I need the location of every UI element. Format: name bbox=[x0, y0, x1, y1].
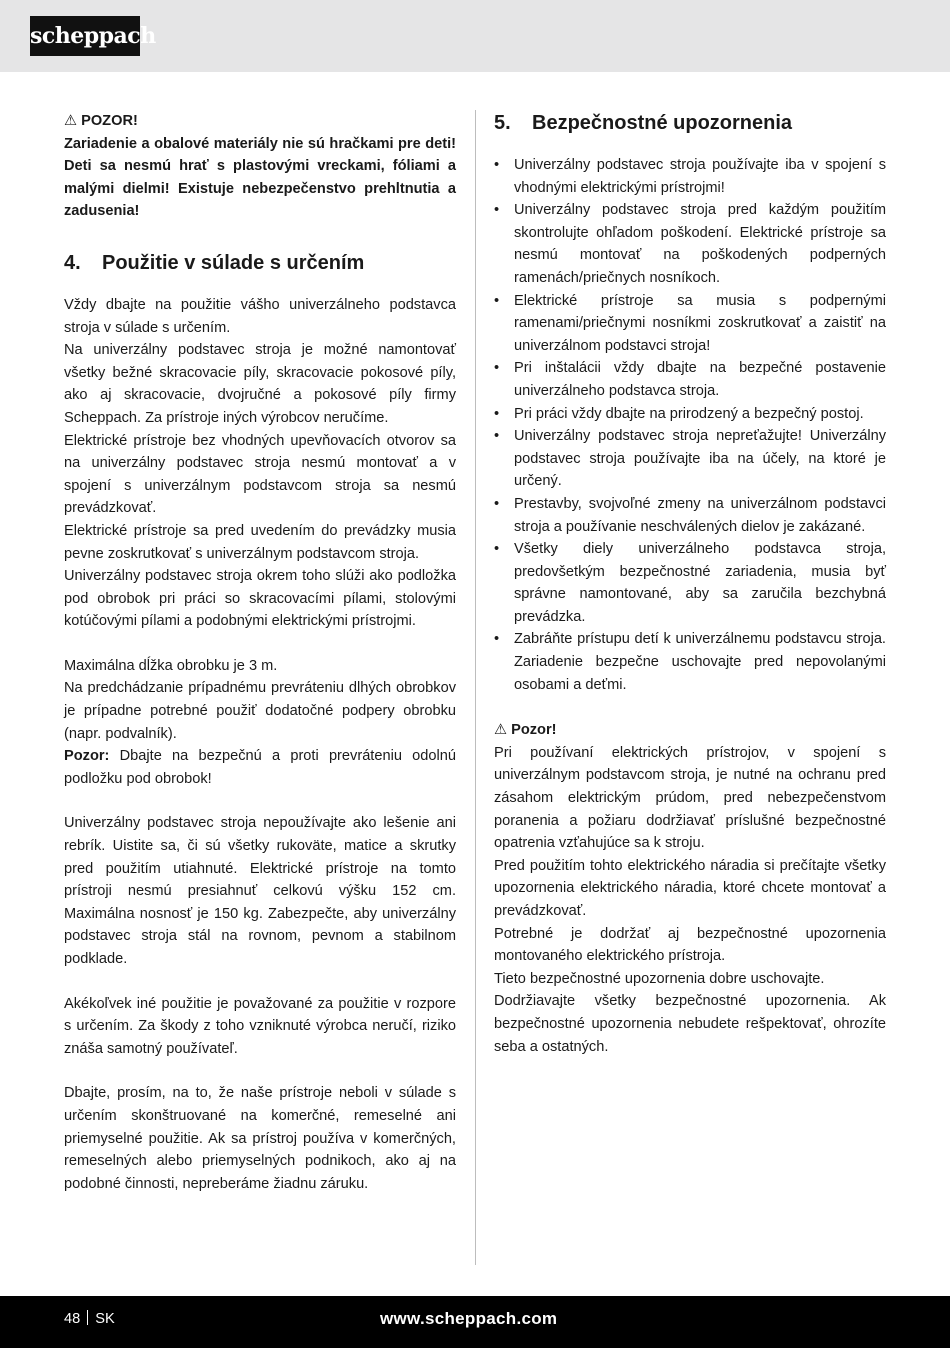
list-item: • Všetky diely univerzálneho podstavca stroja, predovšetkým bezpečnostné zariadenia, musia byť správne namontované, aby sa zaručila bezchybná prevádzka. bbox=[494, 538, 886, 628]
safety-list bbox=[494, 154, 886, 696]
paragraph: Univerzálny podstavec stroja okrem toho slúži ako podložka pod obrobok pri práci so skracovacími pílami, stolovými kotúčovými pílami a podobnými elektrickými prístrojmi. bbox=[64, 568, 456, 630]
section-title: Použitie v súlade s určením bbox=[102, 251, 365, 274]
left-column bbox=[64, 110, 456, 1195]
max-length-note: Maximálna dĺžka obrobku je 3 m. bbox=[64, 657, 278, 674]
bullet-icon: • bbox=[494, 428, 500, 445]
paragraph: Elektrické prístroje bez vhodných upevňovacích otvorov sa na univerzálny podstavec stroja nesmú montovať a v spojení s univerzálnym podstavcom stroja sa nesmú prevádzkovať. bbox=[64, 432, 456, 517]
list-item: • Univerzálny podstavec stroja používajte iba v spojení s vhodnými elektrickými prístrojmi! bbox=[494, 154, 886, 199]
bullet-icon: • bbox=[494, 360, 500, 377]
bullet-icon: • bbox=[494, 157, 500, 173]
warning-triangle-icon: ⚠ bbox=[494, 722, 508, 739]
section-4-heading bbox=[64, 250, 456, 276]
page-number: 48 SK bbox=[64, 1311, 115, 1327]
paragraph: Pred použitím tohto elektrického náradia si prečítajte všetky upozornenia elektrického náradia, ktoré chcete montovať a prevádzkovať. bbox=[494, 857, 886, 919]
caution-label: Pozor: bbox=[64, 748, 110, 765]
paragraph: Tieto bezpečnostné upozornenia dobre uschovajte. bbox=[494, 970, 825, 987]
paragraph: Potrebné je dodržať aj bezpečnostné upozornenia montovaného elektrického prístroja. bbox=[494, 925, 886, 965]
bullet-icon: • bbox=[494, 541, 500, 558]
section-5-heading bbox=[494, 110, 886, 136]
warning-block bbox=[64, 110, 456, 223]
right-column bbox=[494, 110, 886, 1058]
caution-text: Dbajte na bezpečnú a proti prevráteniu odolnú podložku pod obrobok! bbox=[64, 748, 456, 787]
page-footer bbox=[0, 1296, 950, 1348]
list-item: • Zabráňte prístupu detí k univerzálnemu podstavcu stroja. Zariadenie bezpečne uschovajte pred nepovolanými osobami a deťmi. bbox=[494, 628, 886, 696]
warning-title: ⚠ Pozor! bbox=[494, 719, 886, 742]
paragraph: Dbajte, prosím, na to, že naše prístroje neboli v súlade s určením skonštruované na komerčné, remeselné ani priemyselné použitie. Ak sa prístroj používa v komerčných, remeselných alebo priemyselných podnikoch, ako aj na podobné činnosti, nepreberáme žiadnu záruku. bbox=[64, 1085, 456, 1192]
list-item: • Prestavby, svojvoľné zmeny na univerzálnom podstavci stroja a používanie neschválených dielov je zakázané. bbox=[494, 493, 886, 538]
column-divider bbox=[475, 110, 476, 1265]
warning-triangle-icon: ⚠ bbox=[64, 113, 78, 129]
bullet-icon: • bbox=[494, 405, 500, 422]
list-item: • Pri práci vždy dbajte na prirodzený a bezpečný postoj. bbox=[494, 403, 886, 426]
bullet-icon: • bbox=[494, 495, 500, 512]
language-code: SK bbox=[95, 1311, 115, 1327]
section-title: Bezpečnostné upozornenia bbox=[532, 112, 793, 134]
paragraph: Univerzálny podstavec stroja nepoužívajte ako lešenie ani rebrík. Uistite sa, či sú všetky rukoväte, matice a skrutky pred použitím utiahnuté. Elektrické prístroje na tomto prístroji nesmú presiahnuť celkovú výšku 152 cm. Maximálna nosnosť je 150 kg. Zabezpečte, aby univerzálny podstavec stroja stál na rovnom, pevnom a stabilnom podklade. bbox=[64, 815, 456, 967]
separator bbox=[87, 1310, 88, 1325]
caution-note bbox=[64, 745, 456, 790]
website-url: www.scheppach.com bbox=[380, 1309, 558, 1328]
warning-text: Zariadenie a obalové materiály nie sú hračkami pre deti! Deti sa nesmú hrať s plastovými vreckami, fóliami a malými dielmi! Existuje nebezpečenstvo prehltnutia a zadusenia! bbox=[64, 135, 456, 220]
paragraph: Elektrické prístroje sa pred uvedením do prevádzky musia pevne zoskrutkovať s univerzálnym podstavcom stroja. bbox=[64, 522, 456, 562]
page-header bbox=[0, 0, 950, 72]
paragraph: Na univerzálny podstavec stroja je možné namontovať všetky bežné skracovacie píly, skracovacie pokosové píly, ako aj skracovacie, dvojručné a pokosové píly firmy Scheppach. Za prístroje iných výrobcov neručíme. bbox=[64, 342, 456, 426]
list-item: • Univerzálny podstavec stroja nepreťažujte! Univerzálny podstavec stroja používajte iba na účely, na ktoré je určený. bbox=[494, 425, 886, 493]
list-item: • Univerzálny podstavec stroja pred každým použitím skontrolujte ohľadom poškodení. Elektrické prístroje sa nesmú montovať na poškodených podperných ramenách/priečnych nosníkoch. bbox=[494, 199, 886, 289]
scheppach-logo: scheppach bbox=[30, 16, 140, 56]
section-number: 4. bbox=[64, 251, 81, 274]
list-item: • Pri inštalácii vždy dbajte na bezpečné postavenie univerzálneho podstavca stroja. bbox=[494, 357, 886, 402]
paragraph: Pri používaní elektrických prístrojov, v spojení s univerzálnym podstavcom stroja, je nutné na ochranu pred zásahom elektrickým prúdom, pred nebezpečenstvom poranenia a požiaru dodržiavať príslušné bezpečnostné opatrenia vzťahujúce sa k stroju. bbox=[494, 744, 886, 852]
bullet-icon: • bbox=[494, 631, 500, 648]
paragraph: Vždy dbajte na použitie vášho univerzálneho podstavca stroja v súlade s určením. bbox=[64, 296, 456, 336]
bullet-icon: • bbox=[494, 202, 500, 219]
paragraph: Akékoľvek iné použitie je považované za použitie v rozpore s určením. Za škody z toho vzniknuté výrobca neručí, riziko znáša samotný používateľ. bbox=[64, 995, 456, 1057]
warning-title: ⚠ POZOR! bbox=[64, 110, 456, 133]
list-item: • Elektrické prístroje sa musia s podpernými ramenami/priečnymi nosníkmi zoskrutkovať a zaistiť na univerzálnom podstavci stroja! bbox=[494, 290, 886, 358]
warning-block bbox=[494, 719, 886, 1058]
section-number: 5. bbox=[494, 112, 511, 134]
paragraph: Dodržiavajte všetky bezpečnostné upozornenia. Ak bezpečnostné upozornenia nebudete rešpektovať, ohrozíte seba a ostatných. bbox=[494, 993, 886, 1055]
paragraph: Na predchádzanie prípadnému prevráteniu dlhých obrobkov je prípadne potrebné použiť dodatočné podpery obrobku (napr. podvalník). bbox=[64, 680, 456, 742]
bullet-icon: • bbox=[494, 292, 500, 309]
